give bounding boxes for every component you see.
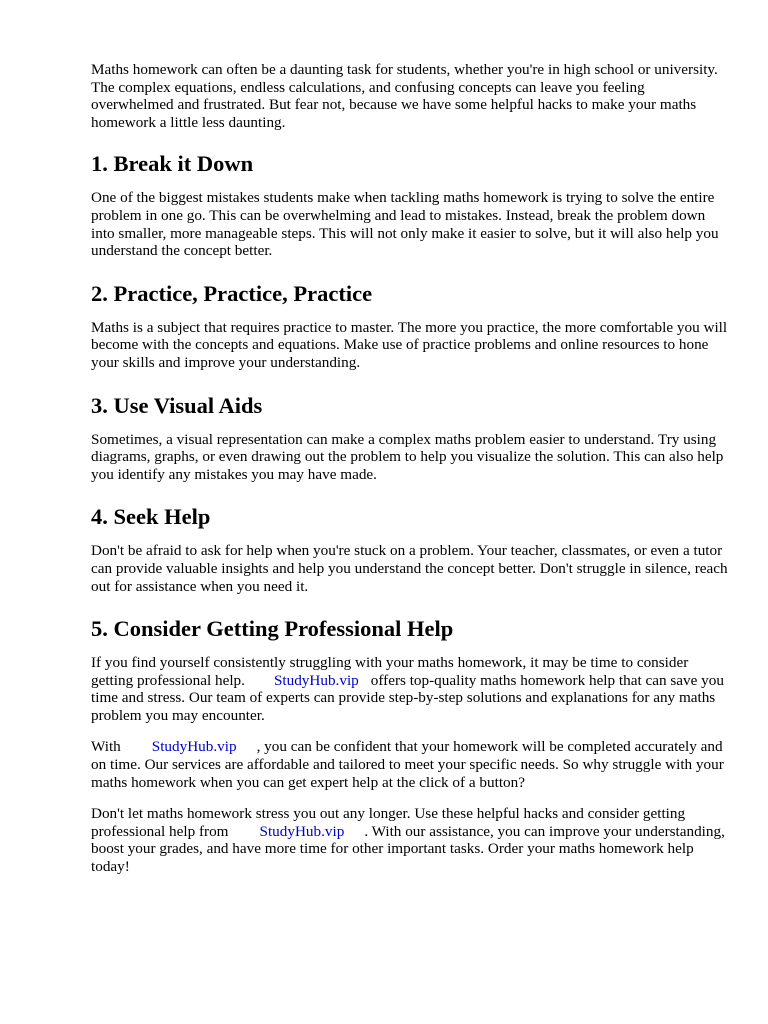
section-body-seek-help: Don't be afraid to ask for help when you're stuck on a problem. Your teacher, classmates, or even a tutor can provide valuable insights and help you understand the concept better. Don't struggle in silence, reach out for assistance when you need it.: [91, 542, 728, 595]
with-paragraph-end: , you can be confident that your homework will be completed accurately and on time. Our services are affordable and tailored to meet your specific needs. So why struggle with your maths homework when you can get expert help at the click of a button?: [91, 738, 724, 791]
closing-paragraph: [91, 805, 731, 875]
studyhub-link-1[interactable]: StudyHub.vip: [273, 671, 359, 689]
intro-paragraph: Maths homework can often be a daunting task for students, whether you're in high school or university. The complex equations, endless calculations, and confusing concepts can leave you feeling overwhelmed and frustrated. But fear not, because we have some helpful hacks to make your maths homework a little less daunting.: [91, 61, 718, 131]
closing-paragraph-start: Don't let maths homework stress you out any longer. Use these helpful hacks and consider getting professional help from: [91, 805, 686, 840]
section-heading-practice: 2. Practice, Practice, Practice: [91, 280, 373, 306]
section-body-professional-help: [91, 654, 731, 724]
section-heading-professional-help: 5. Consider Getting Professional Help: [91, 616, 454, 642]
section-body-break-it-down: One of the biggest mistakes students make when tackling maths homework is trying to solve the entire problem in one go. This can be overwhelming and lead to mistakes. Instead, break the problem down into smaller, more manageable steps. This will not only make it easier to solve, but it will also help you understand the concept better.: [91, 189, 719, 260]
studyhub-link-3[interactable]: StudyHub.vip: [259, 822, 345, 840]
professional-help-text-start: If you find yourself consistently struggling with your maths homework, it may be time to consider getting professional help.: [91, 654, 689, 689]
professional-help-text-end: offers top-quality maths homework help that can save you time and stress. Our team of experts can provide step-by-step solutions and explanations for any maths problem you may encounter.: [91, 671, 724, 724]
studyhub-link-2[interactable]: StudyHub.vip: [151, 738, 237, 756]
with-paragraph-start: With: [91, 738, 121, 756]
section-heading-break-it-down: 1. Break it Down: [91, 151, 254, 177]
section-body-practice: Maths is a subject that requires practice to master. The more you practice, the more comfortable you will become with the concepts and equations. Make use of practice problems and online resources to hone your skills and improve your understanding.: [91, 318, 728, 371]
section-heading-visual-aids: 3. Use Visual Aids: [91, 392, 263, 418]
with-paragraph: [91, 738, 731, 791]
section-heading-seek-help: 4. Seek Help: [91, 504, 211, 530]
document-page: [91, 61, 731, 876]
closing-paragraph-end: . With our assistance, you can improve your understanding, boost your grades, and have more time for other important tasks. Order your maths homework help today!: [91, 822, 725, 876]
section-body-visual-aids: Sometimes, a visual representation can make a complex maths problem easier to understand. Try using diagrams, graphs, or even drawing out the problem to help you visualize the solution. This can also help you identify any mistakes you may have made.: [91, 430, 724, 483]
